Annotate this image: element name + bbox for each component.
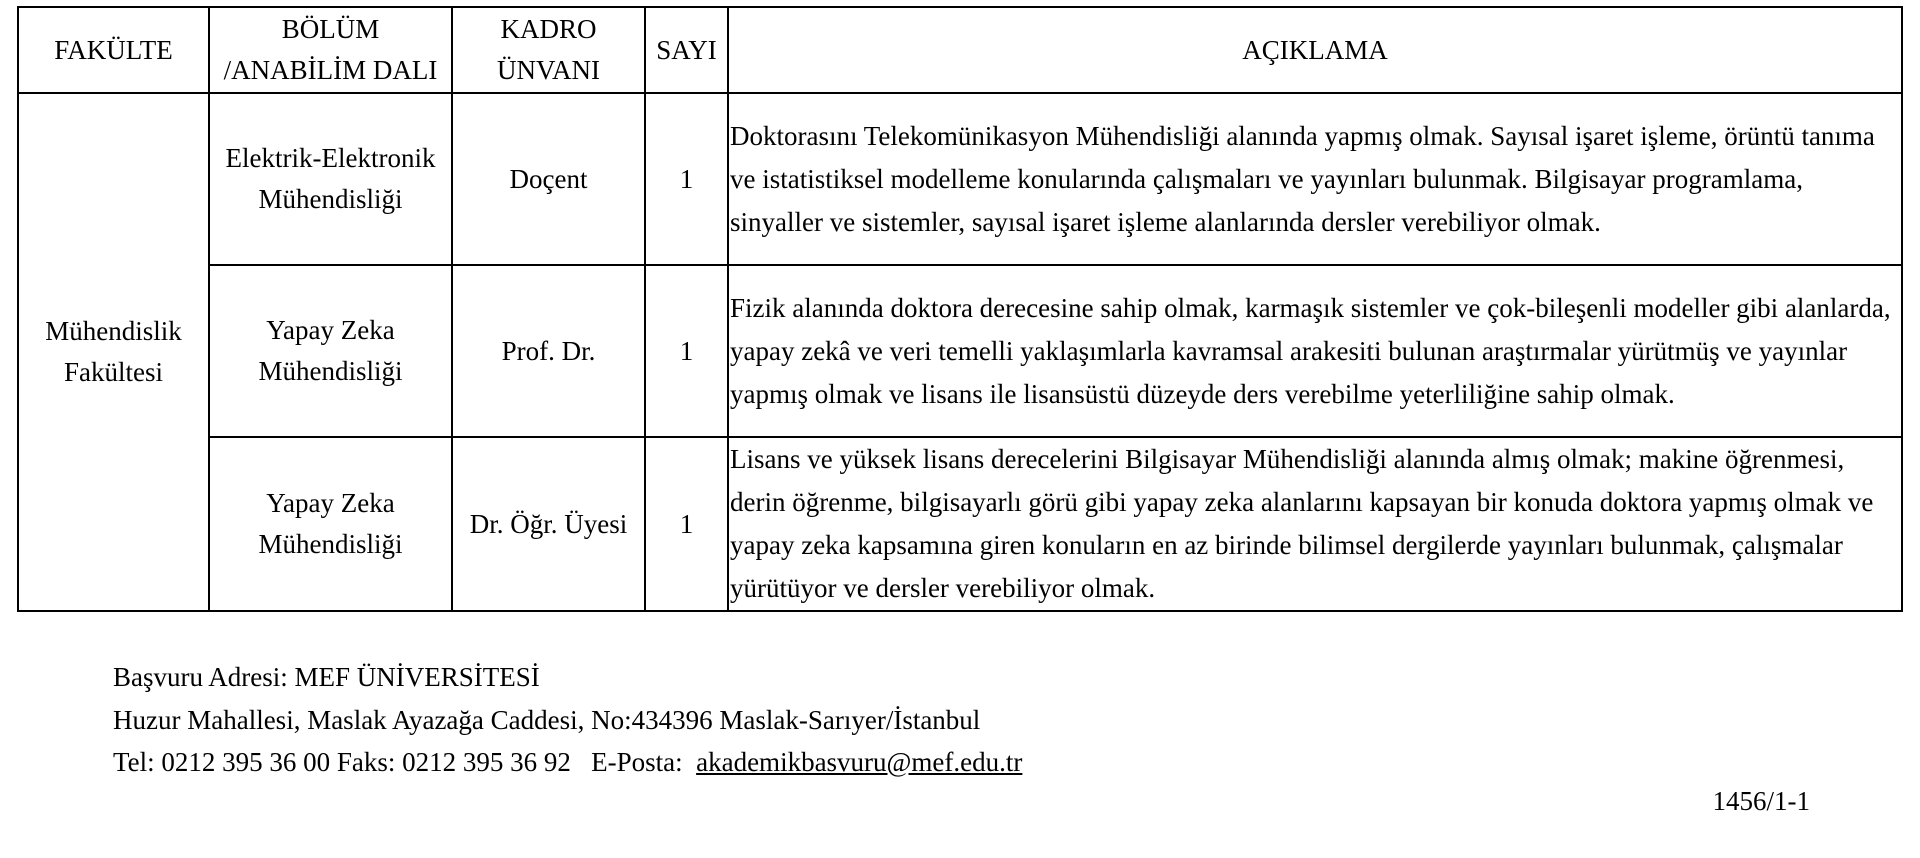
header-title — [452, 7, 645, 93]
table-row — [18, 93, 1902, 265]
table-row — [18, 265, 1902, 437]
count-cell: 1 — [645, 265, 728, 437]
page-number: 1456/1-1 — [1712, 786, 1810, 816]
department-cell — [209, 437, 452, 611]
application-address — [113, 656, 1022, 784]
faculty-cell — [18, 93, 209, 611]
header-title-line2: ÜNVANI — [496, 55, 600, 85]
contact-phone-fax: Tel: 0212 395 36 00 Faks: 0212 395 36 92 E-Posta: — [113, 747, 697, 777]
title-cell: Prof. Dr. — [452, 265, 645, 437]
department-line2: Mühendisliği — [258, 529, 403, 559]
description-cell: Doktorasını Telekomünikasyon Mühendisliği alanında yapmış olmak. Sayısal işaret işleme, örüntü tanıma ve istatistiksel modelleme konularında çalışmaları ve yayınları bulunmak. Bilgisayar programlama, sinyaller ve sistemler, sayısal işaret işleme alanlarında dersler verebiliyor olmak. — [728, 93, 1902, 265]
table-row — [18, 437, 1902, 611]
header-department — [209, 7, 452, 93]
header-department-line1: BÖLÜM — [281, 14, 380, 44]
department-cell — [209, 265, 452, 437]
department-line2: Mühendisliği — [258, 184, 403, 214]
department-line1: Elektrik-Elektronik — [225, 143, 436, 173]
header-department-line2: /ANABİLİM DALI — [223, 55, 438, 85]
positions-table — [17, 6, 1903, 612]
department-line1: Yapay Zeka — [266, 315, 395, 345]
department-line2: Mühendisliği — [258, 356, 403, 386]
department-cell — [209, 93, 452, 265]
title-cell: Doçent — [452, 93, 645, 265]
count-cell: 1 — [645, 437, 728, 611]
department-line1: Yapay Zeka — [266, 488, 395, 518]
address-line1: Başvuru Adresi: MEF ÜNİVERSİTESİ — [113, 662, 540, 692]
title-cell: Dr. Öğr. Üyesi — [452, 437, 645, 611]
header-faculty: FAKÜLTE — [18, 7, 209, 93]
header-description: AÇIKLAMA — [728, 7, 1902, 93]
header-count: SAYI — [645, 7, 728, 93]
address-line2: Huzur Mahallesi, Maslak Ayazağa Caddesi, No:434396 Maslak-Sarıyer/İstanbul — [113, 704, 981, 735]
description-cell: Fizik alanında doktora derecesine sahip olmak, karmaşık sistemler ve çok-bileşenli modeller gibi alanlarda, yapay zekâ ve veri temelli yaklaşımlarla kavramsal arakesiti bulunan araştırmalar yürütmüş ve yayınlar yapmış olmak ve lisans ile lisansüstü düzeyde ders verebilme yeterliliğine sahip olmak. — [728, 265, 1902, 437]
contact-line — [113, 741, 1022, 784]
faculty-line2: Fakültesi — [64, 357, 163, 387]
table-header-row — [18, 7, 1902, 93]
email-link[interactable]: akademikbasvuru@mef.edu.tr — [696, 747, 1023, 777]
faculty-line1: Mühendislik — [45, 316, 182, 346]
count-cell: 1 — [645, 93, 728, 265]
description-cell: Lisans ve yüksek lisans derecelerini Bilgisayar Mühendisliği alanında almış olmak; makine öğrenmesi, derin öğrenme, bilgisayarlı görü gibi yapay zeka alanlarını kapsayan bir konuda doktora yapmış olmak ve yapay zeka kapsamına giren konuların en az birinde bilimsel dergilerde yayınları bulunmak, çalışmalar yürütüyor ve dersler verebiliyor olmak. — [728, 437, 1902, 611]
header-title-line1: KADRO — [500, 14, 597, 44]
